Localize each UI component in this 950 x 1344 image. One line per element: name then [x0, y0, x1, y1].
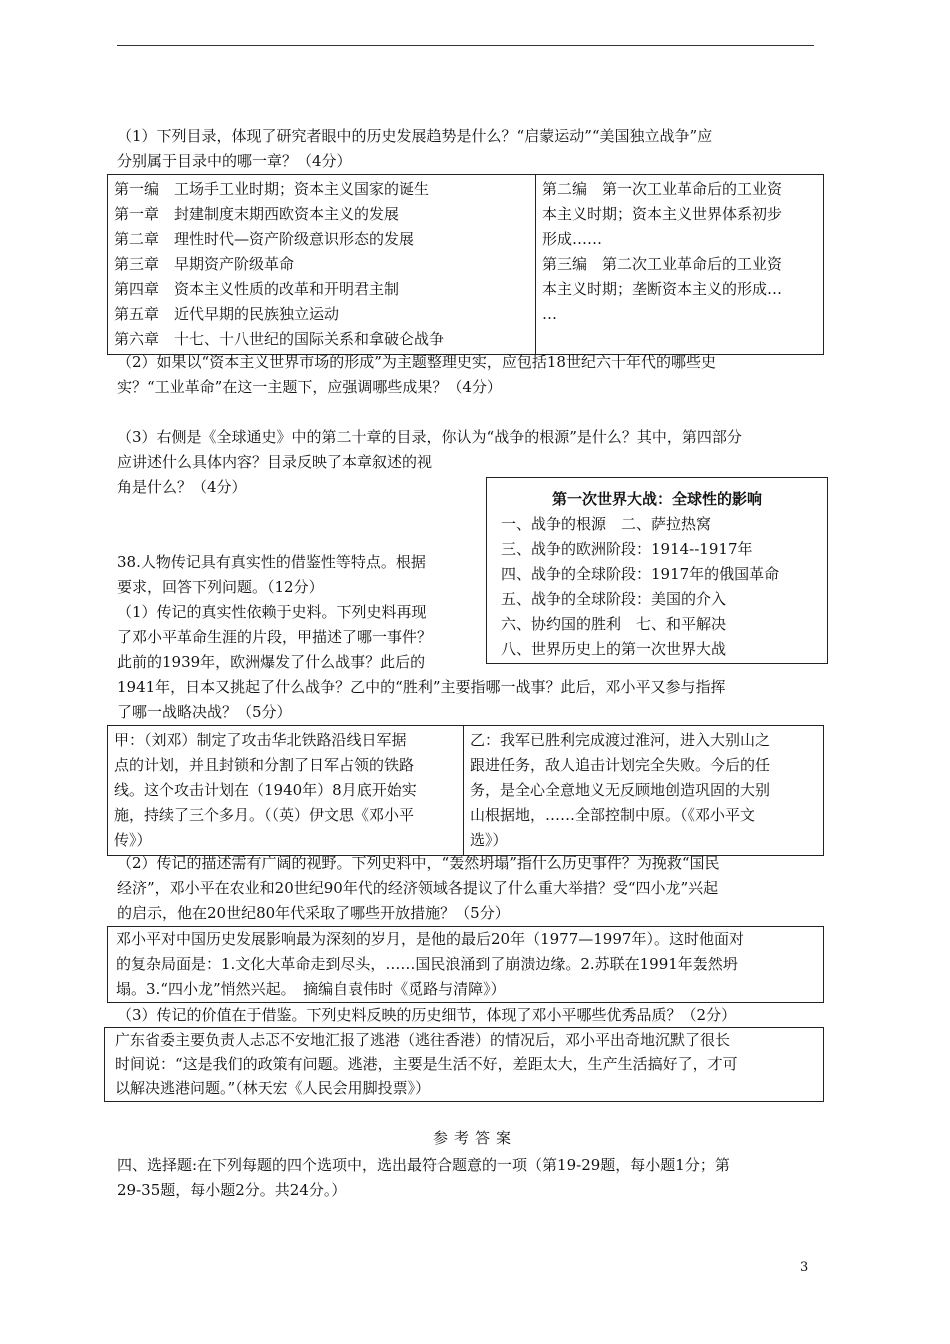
toc-right-line: 本主义时期；资本主义世界体系初步 [542, 205, 783, 223]
q3-line2: 应讲述什么具体内容？目录反映了本章叙述的视 [117, 453, 433, 471]
toc-left-line: 第六章 十七、十八世纪的国际关系和拿破仑战争 [114, 330, 445, 348]
source-jia-line: 甲：（刘邓）制定了攻击华北铁路沿线日军据 [114, 731, 407, 749]
toc-right-cell [536, 175, 824, 355]
source-jia-line: 传》） [114, 831, 152, 849]
toc-left-line: 第四章 资本主义性质的改革和开明君主制 [114, 280, 400, 298]
ww1-toc-title: 第一次世界大战：全球性的影响 [551, 490, 762, 508]
header-rule [117, 45, 814, 46]
source-jia-line: 点的计划，并且封锁和分割了日军占领的铁路 [114, 756, 415, 774]
q1-line1: （1）下列目录，体现了研究者眼中的历史发展趋势是什么？“启蒙运动”“美国独立战争”应 [117, 127, 713, 145]
source-yi-line: 跟进任务，敌人追击计划完全失败。今后的任 [470, 756, 771, 774]
source-jia-cell [108, 726, 464, 856]
ww1-toc-item: 一、战争的根源 二、萨拉热窝 [501, 515, 712, 533]
q2-line1: （2）如果以“资本主义世界市场的形成”为主题整理史实，应包括18世纪六十年代的哪些史 [117, 353, 716, 371]
source-jia-line: 线。这个攻击计划在（1940年）8月底开始实 [114, 781, 417, 799]
source-table [107, 725, 824, 856]
toc-left-cell [108, 175, 536, 355]
source-box-3-line: 时间说：“这是我们的政策有问题。逃港，主要是生活不好，差距太大，生产生活搞好了，才可 [115, 1055, 738, 1073]
ww1-toc-box [486, 477, 828, 664]
q38-line: 38.人物传记具有真实性的借鉴性等特点。根据 [117, 553, 426, 571]
q3-line1: （3）右侧是《全球通史》中的第二十章的目录，你认为“战争的根源”是什么？其中，第四部分 [117, 428, 742, 446]
toc-left-line: 第一章 封建制度末期西欧资本主义的发展 [114, 205, 400, 223]
ww1-toc-item: 五、战争的全球阶段：美国的介入 [501, 590, 727, 608]
page-number: 3 [800, 1260, 809, 1275]
q3-line3: 角是什么？（4分） [117, 478, 247, 496]
section4-line1: 四、选择题:在下列每题的四个选项中，选出最符合题意的一项（第19-29题，每小题1分；第 [117, 1156, 730, 1174]
source-box-2-line: 的复杂局面是：1.文化大革命走到尽头，……国民浪涌到了崩溃边缘。2.苏联在1991年轰然坍 [116, 955, 738, 973]
toc-right-line: … [542, 305, 557, 323]
source-box-3-line: 以解决逃港问题。”（林天宏《人民会用脚投票》） [115, 1079, 431, 1097]
section4-line2: 29-35题，每小题2分。共24分。） [117, 1181, 347, 1199]
answer-heading: 参考答案 [432, 1129, 517, 1147]
q1-line2: 分别属于目录中的哪一章？（4分） [117, 152, 352, 170]
source-box-2-line: 塌。3.“四小龙”悄然兴起。 摘编自袁伟时《觅路与清障》） [116, 980, 506, 998]
q38-full-line1: 1941年，日本又挑起了什么战争？乙中的“胜利”主要指哪一战事？此后，邓小平又参与指挥 [117, 678, 726, 696]
q38-2-line2: 经济”，邓小平在农业和20世纪90年代的经济领域各提议了什么重大举措？受“四小龙”兴起 [117, 879, 719, 897]
q38-full-line2: 了哪一战略决战？（5分） [117, 703, 292, 721]
q2-line2: 实？“工业革命”在这一主题下，应强调哪些成果？（4分） [117, 378, 502, 396]
toc-right-line: 第二编 第一次工业革命后的工业资 [542, 180, 783, 198]
toc-table [107, 174, 824, 355]
source-yi-line: 乙：我军已胜利完成渡过淮河，进入大别山之 [470, 731, 771, 749]
source-yi-line: 务，是全心全意地义无反顾地创造巩固的大别 [470, 781, 771, 799]
ww1-toc-item: 八、世界历史上的第一次世界大战 [501, 640, 727, 658]
source-box-3 [104, 1027, 824, 1102]
toc-left-line: 第五章 近代早期的民族独立运动 [114, 305, 340, 323]
toc-left-line: 第一编 工场手工业时期；资本主义国家的诞生 [114, 180, 430, 198]
source-box-2-line: 邓小平对中国历史发展影响最为深刻的岁月，是他的最后20年（1977—1997年）。这时他面对 [116, 930, 744, 948]
ww1-toc-item: 三、战争的欧洲阶段：1914--1917年 [501, 540, 753, 558]
toc-right-line: 第三编 第二次工业革命后的工业资 [542, 255, 783, 273]
source-box-2 [107, 926, 824, 1003]
source-yi-line: 选》） [470, 831, 508, 849]
source-yi-cell [464, 726, 824, 856]
q38-line: 了邓小平革命生涯的片段，甲描述了哪一事件？ [117, 628, 433, 646]
source-box-3-line: 广东省委主要负责人忐忑不安地汇报了逃港（逃往香港）的情况后，邓小平出奇地沉默了很长 [115, 1031, 731, 1049]
source-yi-line: 山根据地，……全部控制中原。（《邓小平文 [470, 806, 756, 824]
q38-line: （1）传记的真实性依赖于史料。下列史料再现 [117, 603, 427, 621]
q38-line: 要求，回答下列问题。（12分） [117, 578, 324, 596]
source-jia-line: 施，持续了三个多月。（（英）伊文思《邓小平 [114, 806, 415, 824]
q38-line: 此前的1939年，欧洲爆发了什么战事？此后的 [117, 653, 426, 671]
q38-2-line1: （2）传记的描述需有广阔的视野。下列史料中，“轰然坍塌”指什么历史事件？为挽救“国民 [117, 854, 720, 872]
toc-right-line: 本主义时期；垄断资本主义的形成… [542, 280, 783, 298]
ww1-toc-item: 六、协约国的胜利 七、和平解决 [501, 615, 727, 633]
toc-left-line: 第二章 理性时代—资产阶级意识形态的发展 [114, 230, 415, 248]
ww1-toc-item: 四、战争的全球阶段：1917年的俄国革命 [501, 565, 780, 583]
q38-3-line: （3）传记的价值在于借鉴。下列史料反映的历史细节，体现了邓小平哪些优秀品质？（2分） [117, 1006, 737, 1024]
q38-2-line3: 的启示，他在20世纪80年代采取了哪些开放措施？（5分） [117, 904, 510, 922]
toc-left-line: 第三章 早期资产阶级革命 [114, 255, 295, 273]
toc-right-line: 形成…… [542, 230, 603, 248]
